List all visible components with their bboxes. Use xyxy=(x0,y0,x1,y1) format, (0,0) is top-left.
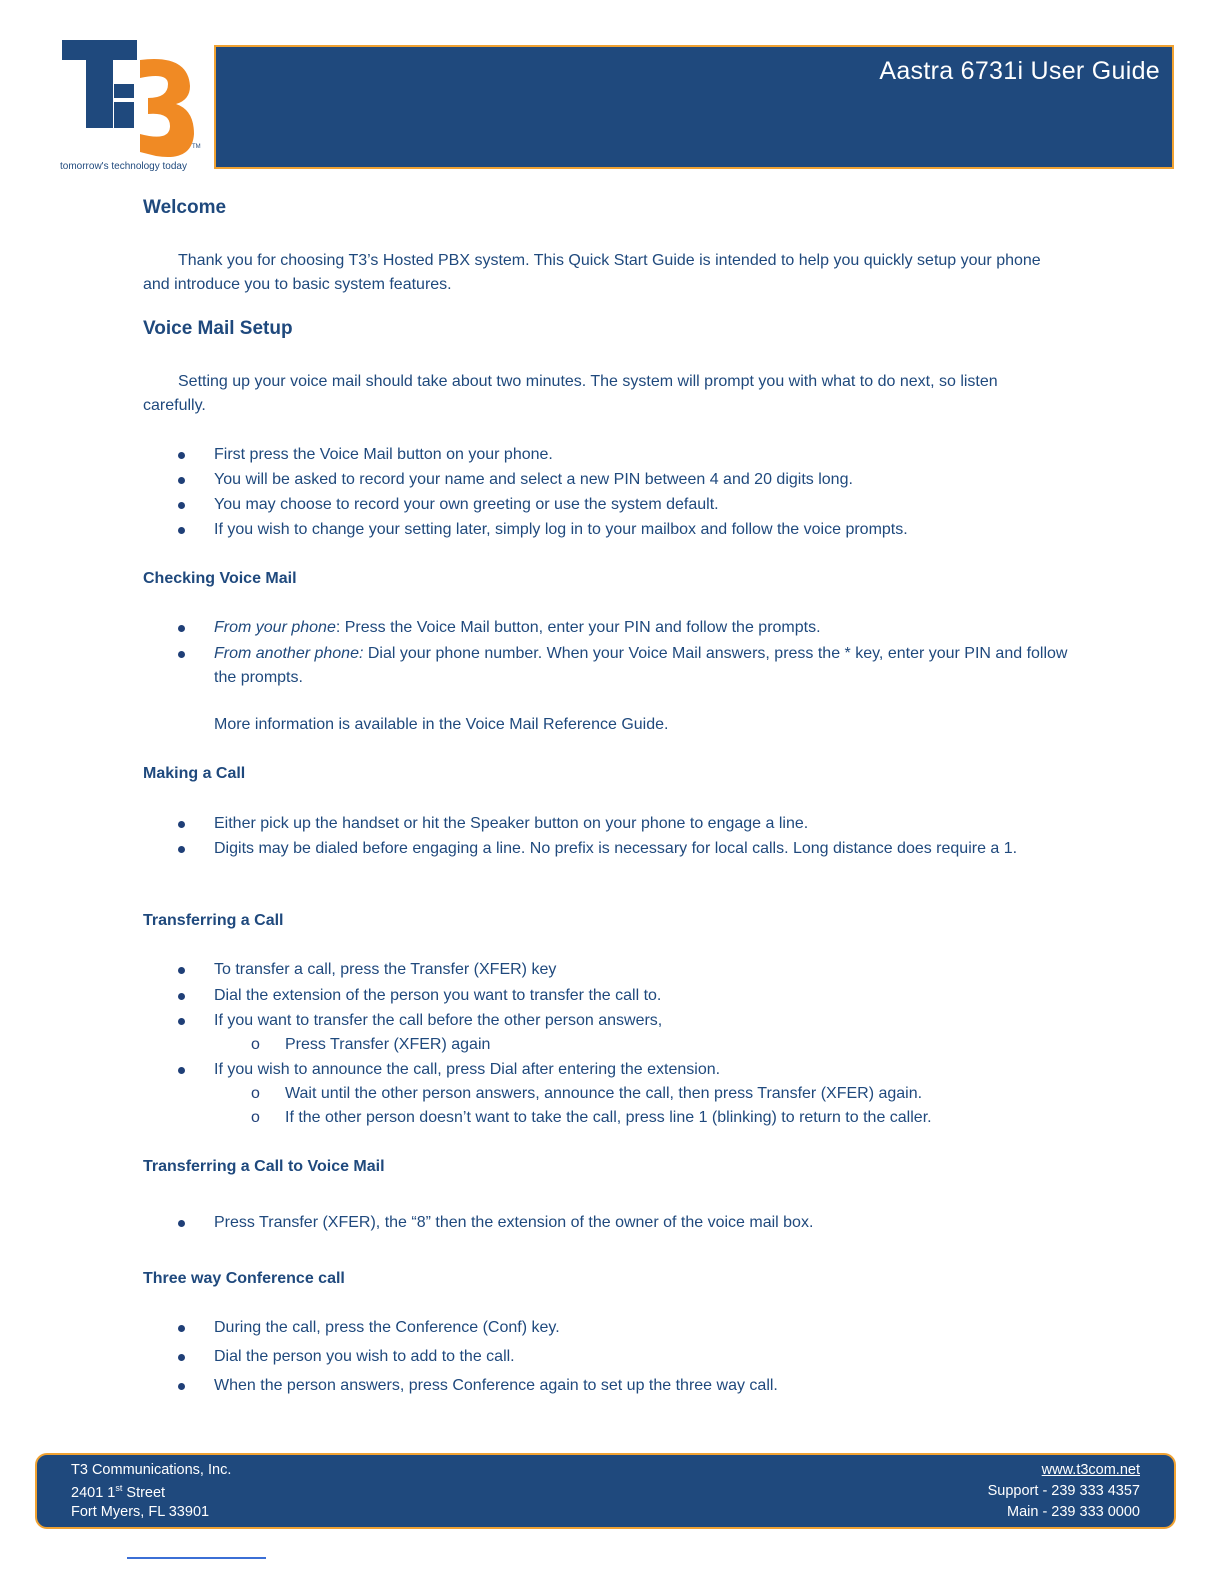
list-item xyxy=(214,642,1074,690)
bullet-icon xyxy=(178,846,185,853)
website-link[interactable]: www.t3com.net xyxy=(1041,1462,1140,1478)
italic-label: From your phone xyxy=(214,619,336,636)
street-suffix: st xyxy=(115,1483,123,1493)
list-item: Press Transfer (XFER), the “8” then the extension of the owner of the voice mail box. xyxy=(214,1214,814,1231)
making-call-heading: Making a Call xyxy=(143,765,246,782)
transfer-voicemail-heading: Transferring a Call to Voice Mail xyxy=(143,1158,385,1175)
sub-list-item: If the other person doesn’t want to take the call, press line 1 (blinking) to return to the caller. xyxy=(285,1109,932,1126)
street-number: 2401 1 xyxy=(71,1484,116,1501)
sub-list-item: Press Transfer (XFER) again xyxy=(285,1036,491,1053)
bullet-icon xyxy=(178,502,185,509)
footer xyxy=(35,1453,1176,1529)
footer-website-wrap xyxy=(1042,1462,1140,1478)
sub-bullet-icon: o xyxy=(251,1036,260,1053)
header-banner xyxy=(214,45,1174,169)
bullet-icon xyxy=(178,993,185,1000)
list-item: If you wish to announce the call, press Dial after entering the extension. xyxy=(214,1061,721,1078)
transferring-heading: Transferring a Call xyxy=(143,912,284,929)
bullet-icon xyxy=(178,452,185,459)
list-item: Dial the extension of the person you want to transfer the call to. xyxy=(214,987,662,1004)
voicemail-setup-heading: Voice Mail Setup xyxy=(143,318,293,339)
sub-bullet-icon: o xyxy=(251,1109,260,1126)
bullet-icon xyxy=(178,1354,185,1361)
page-title: Aastra 6731i User Guide xyxy=(879,57,1160,85)
list-item xyxy=(214,616,1074,640)
list-item: Digits may be dialed before engaging a line. No prefix is necessary for local calls. Long distance does require a 1. xyxy=(214,840,1018,857)
footer-street xyxy=(71,1483,165,1501)
list-item-text: : Press the Voice Mail button, enter your PIN and follow the prompts. xyxy=(335,619,821,636)
bullet-icon xyxy=(178,477,185,484)
welcome-heading: Welcome xyxy=(143,197,227,218)
list-item: If you want to transfer the call before the other person answers, xyxy=(214,1012,663,1029)
street-name: Street xyxy=(122,1484,166,1501)
svg-text:TM: TM xyxy=(192,144,201,150)
footer-city: Fort Myers, FL 33901 xyxy=(71,1504,210,1520)
bullet-icon xyxy=(178,821,185,828)
bullet-icon xyxy=(178,1220,185,1227)
footer-support-phone: Support - 239 333 4357 xyxy=(987,1483,1140,1499)
reference-note: More information is available in the Voice Mail Reference Guide. xyxy=(214,716,669,733)
list-item: To transfer a call, press the Transfer (XFER) key xyxy=(214,961,557,978)
conference-heading: Three way Conference call xyxy=(143,1270,345,1287)
list-item: Dial the person you wish to add to the call. xyxy=(214,1348,515,1365)
list-item: During the call, press the Conference (Conf) key. xyxy=(214,1319,560,1336)
bullet-icon xyxy=(178,1383,185,1390)
footer-company: T3 Communications, Inc. xyxy=(71,1462,232,1478)
welcome-text: Thank you for choosing T3’s Hosted PBX system. This Quick Start Guide is intended to help you quickly setup your phone and introduce you to basic system features. xyxy=(143,252,1041,293)
list-item: You may choose to record your own greeting or use the system default. xyxy=(214,496,719,513)
bullet-icon xyxy=(178,527,185,534)
logo-tagline: tomorrow's technology today xyxy=(60,161,187,172)
bullet-icon xyxy=(178,651,185,658)
voicemail-setup-text: Setting up your voice mail should take about two minutes. The system will prompt you with what to do next, so listen carefully. xyxy=(143,373,998,414)
bullet-icon xyxy=(178,1067,185,1074)
bullet-icon xyxy=(178,1325,185,1332)
footer-main-phone: Main - 239 333 0000 xyxy=(1006,1504,1140,1520)
t3-logo xyxy=(58,38,214,174)
list-item: When the person answers, press Conference again to set up the three way call. xyxy=(214,1377,778,1394)
checking-voicemail-heading: Checking Voice Mail xyxy=(143,570,297,587)
italic-label: From another phone: xyxy=(214,645,364,662)
list-item: You will be asked to record your name and select a new PIN between 4 and 20 digits long. xyxy=(214,471,853,488)
sub-list-item: Wait until the other person answers, announce the call, then press Transfer (XFER) again. xyxy=(285,1085,923,1102)
t3-logo-mark xyxy=(58,38,214,174)
list-item: Either pick up the handset or hit the Speaker button on your phone to engage a line. xyxy=(214,815,809,832)
list-item: If you wish to change your setting later, simply log in to your mailbox and follow the voice prompts. xyxy=(214,521,908,538)
bullet-icon xyxy=(178,967,185,974)
list-item-text: Dial your phone number. When your Voice Mail answers, press the * key, enter your PIN and follow the prompts. xyxy=(214,645,1068,686)
list-item: First press the Voice Mail button on your phone. xyxy=(214,446,553,463)
bullet-icon xyxy=(178,625,185,632)
page-bottom-link-underline[interactable] xyxy=(127,1557,266,1559)
sub-bullet-icon: o xyxy=(251,1085,260,1102)
bullet-icon xyxy=(178,1018,185,1025)
